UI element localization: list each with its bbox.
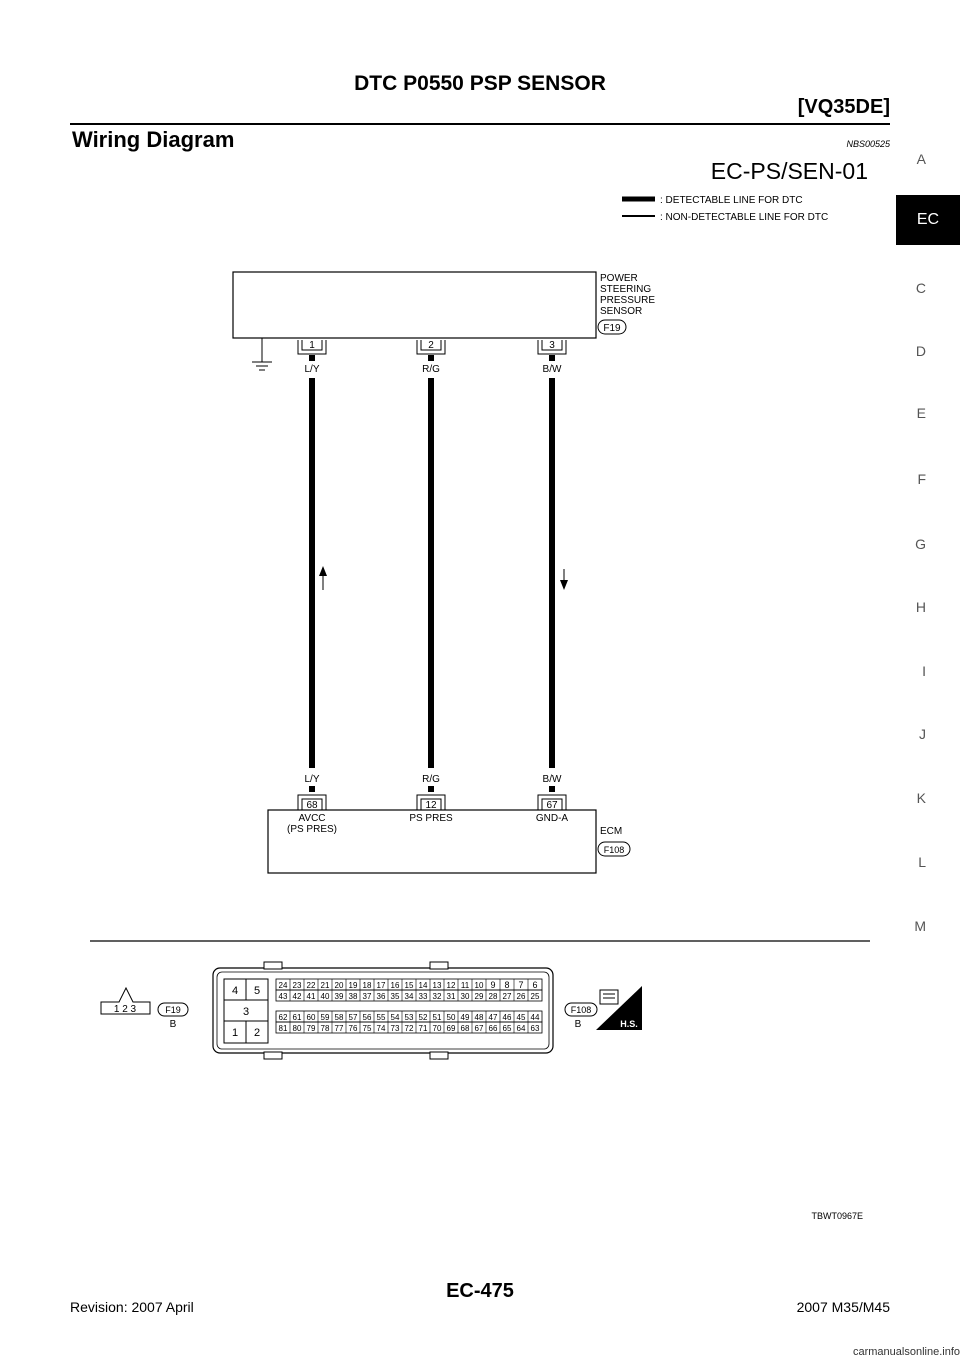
f108-pin: 51 — [432, 1013, 442, 1022]
svg-text:4: 4 — [231, 985, 239, 997]
ecm-signal-gnd-a: GND-A — [535, 813, 569, 824]
f108-pin: 71 — [418, 1024, 428, 1033]
svg-text:5: 5 — [253, 985, 261, 997]
f108-pin: 24 — [278, 981, 288, 990]
side-nav-item-l[interactable]: L — [918, 854, 926, 870]
f108-pin: 32 — [432, 992, 442, 1001]
diagram-id: EC-PS/SEN-01 — [710, 158, 868, 184]
f108-pin: 56 — [362, 1013, 372, 1022]
f108-pin: 46 — [502, 1013, 512, 1022]
svg-text:2: 2 — [428, 340, 434, 351]
f108-pin: 77 — [334, 1024, 344, 1033]
f108-view-label: F108 — [570, 1005, 592, 1015]
side-nav-item-ec[interactable]: EC — [896, 195, 960, 245]
ecm-pin-68 — [298, 786, 326, 811]
f108-pin: 69 — [446, 1024, 456, 1033]
f108-pin: 63 — [530, 1024, 540, 1033]
f108-pin: 14 — [418, 981, 428, 990]
f108-pin: 35 — [390, 992, 400, 1001]
f108-pin: 9 — [490, 980, 496, 990]
f108-connector-view — [213, 962, 597, 1059]
ecm-connector-label: F108 — [603, 845, 625, 855]
f19-pins: 1 2 3 — [113, 1004, 137, 1015]
f108-pin: 44 — [530, 1013, 540, 1022]
f19-connector-view — [101, 988, 188, 1030]
f108-pin: 55 — [376, 1013, 386, 1022]
f108-pin: 68 — [460, 1024, 470, 1033]
side-nav-item-j[interactable]: J — [919, 726, 926, 742]
sensor-pin-2 — [417, 340, 445, 361]
f108-pin: 53 — [404, 1013, 414, 1022]
f108-pin: 75 — [362, 1024, 372, 1033]
ecm-label: ECM — [600, 826, 623, 837]
f108-pin: 34 — [404, 992, 414, 1001]
f108-pin: 16 — [390, 981, 400, 990]
f108-pin: 17 — [376, 981, 386, 990]
f108-pin: 39 — [334, 992, 344, 1001]
svg-text:12: 12 — [425, 800, 437, 811]
side-nav-item-f[interactable]: F — [917, 471, 926, 487]
side-nav-item-i[interactable]: I — [922, 663, 926, 679]
f108-pin: 38 — [348, 992, 358, 1001]
wire-color-top-2: R/G — [422, 364, 440, 375]
svg-text:2: 2 — [253, 1027, 261, 1039]
f108-pin: 67 — [474, 1024, 484, 1033]
f108-pin: 45 — [516, 1013, 526, 1022]
f108-pin: 42 — [292, 992, 302, 1001]
f108-pin: 59 — [320, 1013, 330, 1022]
section-title: Wiring Diagram — [72, 127, 235, 152]
side-nav-item-m[interactable]: M — [914, 918, 926, 934]
f108-pin: 60 — [306, 1013, 316, 1022]
ecm-pin-12 — [417, 786, 445, 811]
signal-arrow-down-icon — [560, 569, 568, 590]
side-nav-item-c[interactable]: C — [915, 280, 926, 296]
f108-pin: 54 — [390, 1013, 400, 1022]
f108-pin: 52 — [418, 1013, 428, 1022]
f108-pin: 30 — [460, 992, 470, 1001]
f108-pin: 28 — [488, 992, 498, 1001]
f108-pin: 23 — [292, 981, 302, 990]
f108-pin: 64 — [516, 1024, 526, 1033]
ecm-signal-ps-pres: PS PRES — [409, 813, 453, 824]
f108-pin: 57 — [348, 1013, 358, 1022]
psp-sensor-box — [233, 272, 596, 338]
f108-pin: 72 — [404, 1024, 414, 1033]
f108-pin-grid — [276, 979, 542, 1033]
f108-pin: 76 — [348, 1024, 358, 1033]
f108-pin: 66 — [488, 1024, 498, 1033]
f108-pin: 33 — [418, 992, 428, 1001]
f108-pin: 20 — [334, 981, 344, 990]
f19-view-label: F19 — [165, 1005, 181, 1015]
hs-label: H.S. — [620, 1019, 638, 1029]
footer-page-number: EC-475 — [446, 1280, 514, 1302]
f108-pin: 31 — [446, 992, 456, 1001]
footer-model: 2007 M35/M45 — [796, 1299, 890, 1315]
f108-pin: 27 — [502, 992, 512, 1001]
svg-text:67: 67 — [546, 800, 558, 811]
sensor-name-3: PRESSURE — [600, 295, 656, 306]
f108-pin: 48 — [474, 1013, 484, 1022]
wire-color-bottom-1: L/Y — [304, 774, 320, 785]
section-code: NBS00525 — [846, 139, 890, 149]
side-nav-item-k[interactable]: K — [916, 790, 926, 806]
f108-pin: 26 — [516, 992, 526, 1001]
figure-id: TBWT0967E — [811, 1211, 863, 1221]
signal-arrow-up-icon — [319, 566, 327, 590]
engine-model: [VQ35DE] — [797, 96, 890, 118]
f108-pin: 6 — [532, 980, 538, 990]
f108-pin: 73 — [390, 1024, 400, 1033]
f108-pin: 70 — [432, 1024, 442, 1033]
f108-pin: 12 — [446, 981, 456, 990]
sensor-name-1: POWER — [600, 273, 638, 284]
f108-pin: 65 — [502, 1024, 512, 1033]
f108-pin: 21 — [320, 981, 330, 990]
f108-pin: 15 — [404, 981, 414, 990]
svg-text:1: 1 — [231, 1027, 239, 1039]
side-nav-item-a[interactable]: A — [916, 151, 926, 167]
f108-pin: 78 — [320, 1024, 330, 1033]
f108-pin: 74 — [376, 1024, 386, 1033]
legend-non-detectable-text: : NON-DETECTABLE LINE FOR DTC — [660, 212, 829, 223]
f108-pin: 62 — [278, 1013, 288, 1022]
ecm-signal-avcc: AVCC — [298, 813, 326, 824]
f108-pin: 50 — [446, 1013, 456, 1022]
wire-color-top-1: L/Y — [304, 364, 320, 375]
side-nav-item-d[interactable]: D — [915, 343, 926, 359]
f108-pin: 11 — [460, 981, 470, 990]
f108-pin: 13 — [432, 981, 442, 990]
f108-pin: 80 — [292, 1024, 302, 1033]
f108-pin: 19 — [348, 981, 358, 990]
f108-pin: 7 — [518, 980, 524, 990]
f108-pin: 40 — [320, 992, 330, 1001]
ecm-pin-67 — [538, 786, 566, 811]
f108-pin: 10 — [474, 981, 484, 990]
sensor-connector-label: F19 — [603, 323, 621, 334]
f108-pin: 29 — [474, 992, 484, 1001]
wire-color-bottom-3: B/W — [542, 774, 562, 785]
sensor-name-2: STEERING — [600, 284, 652, 295]
f108-pin: 25 — [530, 992, 540, 1001]
watermark: carmanualsonline.info — [852, 1346, 960, 1358]
f108-pin: 81 — [278, 1024, 288, 1033]
legend-detectable-text: : DETECTABLE LINE FOR DTC — [660, 195, 803, 206]
wire-color-top-3: B/W — [542, 364, 562, 375]
f108-pin: 41 — [306, 992, 316, 1001]
side-nav-item-e[interactable]: E — [916, 405, 926, 421]
sensor-pin-1 — [298, 340, 326, 361]
f108-color: B — [574, 1019, 582, 1030]
side-nav-item-h[interactable]: H — [915, 599, 926, 615]
svg-text:1: 1 — [309, 340, 315, 351]
f108-pin: 37 — [362, 992, 372, 1001]
footer-revision: Revision: 2007 April — [70, 1299, 194, 1315]
f108-pin: 47 — [488, 1013, 498, 1022]
f108-pin: 36 — [376, 992, 386, 1001]
wire-color-bottom-2: R/G — [422, 774, 440, 785]
f108-pin: 8 — [504, 980, 510, 990]
f108-pin: 79 — [306, 1024, 316, 1033]
f108-pin: 61 — [292, 1013, 302, 1022]
page-title: DTC P0550 PSP SENSOR — [354, 72, 606, 95]
f108-pin: 58 — [334, 1013, 344, 1022]
f108-pin: 43 — [278, 992, 288, 1001]
sensor-name-4: SENSOR — [600, 306, 643, 317]
ecm-signal-ps-pres-paren: (PS PRES) — [286, 824, 338, 835]
f108-pin: 49 — [460, 1013, 470, 1022]
f108-pin: 18 — [362, 981, 372, 990]
svg-text:3: 3 — [242, 1006, 250, 1018]
hs-icon — [596, 986, 642, 1030]
f108-pin: 22 — [306, 981, 316, 990]
f19-color: B — [169, 1019, 177, 1030]
svg-text:3: 3 — [549, 340, 555, 351]
svg-text:68: 68 — [306, 800, 318, 811]
side-nav-item-g[interactable]: G — [915, 536, 926, 552]
sensor-pin-3 — [538, 340, 566, 361]
